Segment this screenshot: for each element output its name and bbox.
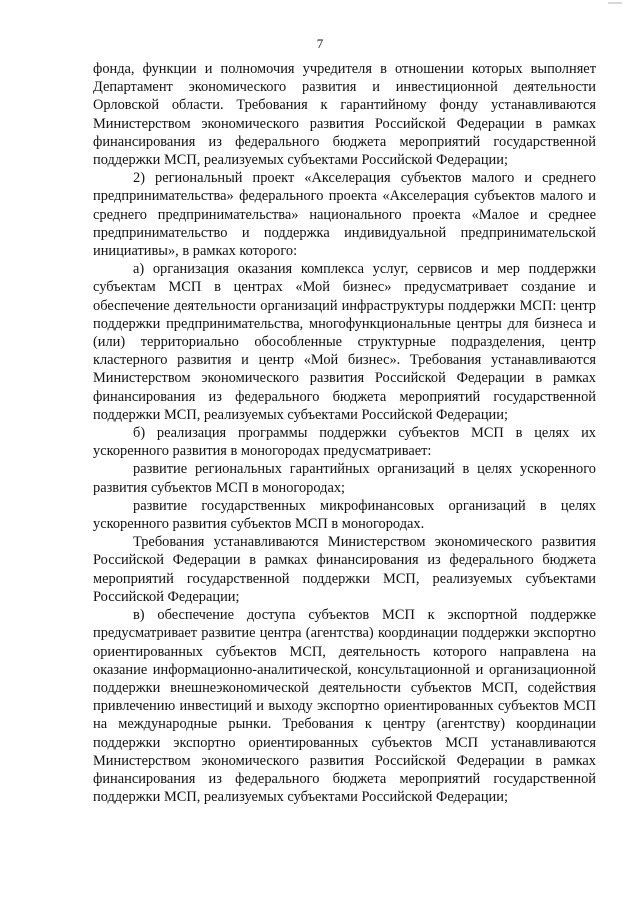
paragraph: развитие региональных гарантийных организаций в целях ускоренного развития субъектов МСП в моногородах;	[93, 461, 596, 496]
paragraph: развитие государственных микрофинансовых организаций в целях ускоренного развития субъектов МСП в моногородах.	[93, 497, 596, 533]
paragraph: фонда, функции и полномочия учредителя в отношении которых выполняет Департамент экономического развития и инвестиционной деятельности Орловской области. Требования к гарантийному фонду устанавливаются Министерством экономического развития Российской Федерации в рамках финансирования из федерального бюджета мероприятий государственной поддержки МСП, реализуемых субъектами Российской Федерации;	[93, 61, 596, 169]
paragraph: в) обеспечение доступа субъектов МСП к экспортной поддержке предусматривает развитие центра (агентства) координации поддержки экспортно ориентированных субъектов МСП, деятельность которого направлена на оказание информационно-аналитической, консультационной и организационной поддержки внешнеэкономической деятельности субъектов МСП, содействия привлечению инвестиций и выходу экспортно ориентированных субъектов МСП на международные рынки. Требования к центру (агентству) координации поддержки экспортно ориентированных субъектов МСП устанавливаются Министерством экономического развития Российской Федерации в рамках финансирования из федерального бюджета мероприятий государственной поддержки МСП, реализуемых субъектами Российской Федерации;	[93, 607, 596, 806]
paragraph: 2) региональный проект «Акселерация субъектов малого и среднего предпринимательства» федерального проекта «Акселерация субъектов малого и среднего предпринимательства» национального проекта «Малое и среднее предпринимательство и поддержка индивидуальной предпринимательской инициативы», в рамках которого:	[93, 170, 596, 260]
scan-mark	[608, 2, 622, 4]
paragraph: б) реализация программы поддержки субъектов МСП в целях их ускоренного развития в моногородах предусматривает:	[93, 425, 596, 460]
body-text	[93, 60, 596, 806]
paragraph: а) организация оказания комплекса услуг, сервисов и мер поддержки субъектам МСП в центрах «Мой бизнес» предусматривает создание и обеспечение деятельности организаций инфраструктуры поддержки МСП: центр поддержки предпринимательства, многофункциональные центры для бизнеса и (или) территориально обособленные структурные подразделения, центр кластерного развития и центр «Мой бизнес». Требования устанавливаются Министерством экономического развития Российской Федерации в рамках финансирования из федерального бюджета мероприятий государственной поддержки МСП, реализуемых субъектами Российской Федерации;	[93, 261, 596, 423]
paragraph: Требования устанавливаются Министерством экономического развития Российской Федерации в рамках финансирования из федерального бюджета мероприятий государственной поддержки МСП, реализуемых субъектами Российской Федерации;	[93, 534, 596, 605]
page-number: 7	[316, 36, 324, 51]
